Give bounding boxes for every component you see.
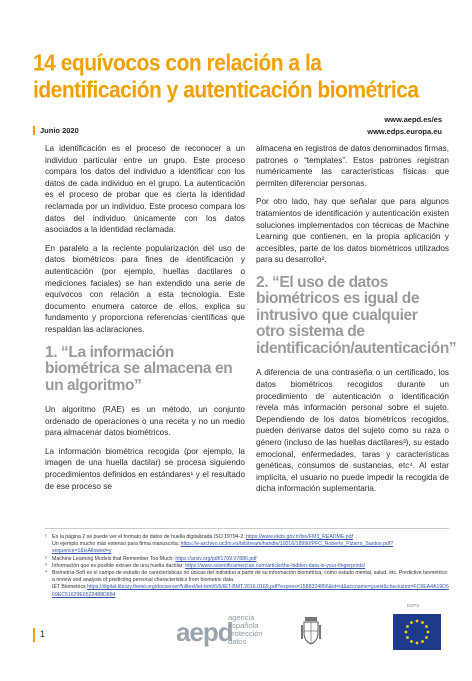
title-line-1: 14 equívocos con relación a la xyxy=(33,51,322,76)
footnote-link[interactable]: https://www.scientificamerican.com/article/the-hidden-data-in-your-fingerprints/ xyxy=(185,562,366,569)
intro-paragraph-1: La identificación es el proceso de reconocer a un individuo particular entre un grupo. Este proceso compara los datos del individuo a identificar con los datos de cada individuo en el grupo. La autenticación es el proceso de probar que es cierta la identidad reclamada por un individuo. Este proceso compara los datos del individuo únicamente con los datos asociados a la identidad reclamada. xyxy=(45,144,245,235)
footnote: Un ejemplo mucho más extenso para firma manuscrita: https://e-archivo.uc3m.es/bitstream/handle/10016/18990/PFC_Roberto_Pizarro_Santos.pdf?sequence=1&isAllowed=y xyxy=(52,541,394,555)
title-line-2: identificación y autenticación biométrica xyxy=(33,78,419,103)
aepd-logo-subtitle: agencia española protección datos xyxy=(228,613,263,646)
section-heading-1: 1. “La información biométrica se almacena en un algoritmo” xyxy=(45,343,233,394)
aepd-logo-word: aepd xyxy=(176,617,233,647)
left-column xyxy=(45,143,245,499)
website-aepd-link[interactable]: www.aepd.es/es xyxy=(384,115,442,124)
page-number-bar xyxy=(33,628,35,642)
footnote: ² Machine Learning Models that Remember Too Much: https://arxiv.org/pdf/1709.07886.pdf xyxy=(45,555,257,562)
coat-of-arms-icon xyxy=(300,617,322,645)
eu-flag-icon xyxy=(393,614,441,650)
section1-paragraph-2: La información biométrica recogida (por ejemplo, la imagen de una huella dactilar) se procesa siguiendo procedimientos definidos en estándares¹ y el resultado de ese proceso se xyxy=(45,446,245,491)
eu-star-icon xyxy=(427,631,430,634)
publication-date: Junio 2020 xyxy=(33,126,79,135)
section2-paragraph-1: A diferencia de una contraseña o un certificado, los datos biométricos recogidos durante un procedimiento de autenticación o identificación revela más información personal sobre el sujeto. Dependiendo de los datos biométricos recogidos, pueden derivarse datos del sujeto como su raza o género (incluso de las huellas dactilares³), su estado emocional, enfermedades, taras y características genéticas, consumos de sustancias, etc⁴. Al estar implícita, el usuario no puede impedir la recogida de dicha información suplementaria. xyxy=(256,368,449,494)
section1-paragraph-4: Por otro lado, hay que señalar que para algunos tratamientos de identificación y autenticación existen soluciones implementados con técnicas de Machine Learning que contienen, en la propia aplicación y accesibles, parte de los datos biométricos utilizados para su desarrollo². xyxy=(256,197,449,265)
section-heading-2: 2. “El uso de datos biométricos es igual de intrusivo que cualquier otro sistema de identificación/autenticación” xyxy=(256,273,457,357)
website-links xyxy=(367,114,442,138)
footnote: ³ Información que es posible extraer de una huella dactilar: https://www.scientificamerican.com/article/the-hidden-data-in-your-fingerprints/ xyxy=(45,562,366,569)
document-title xyxy=(33,50,443,104)
eu-star-icon xyxy=(410,640,413,643)
right-column xyxy=(256,143,457,502)
section1-paragraph-1: Un algoritmo (RAE) es un método, un conjunto ordenado de operaciones o una receta y no un medio para almacenar datos biométricos. xyxy=(45,405,245,438)
aepd-logo xyxy=(176,613,276,647)
footnote-link[interactable]: https://arxiv.org/pdf/1709.07886.pdf xyxy=(175,555,257,562)
eu-star-icon xyxy=(406,636,409,639)
footnote: IET Biometrics https://digital-library.theiet.org/docserver/fulltext/iet-bmt/6/6/IET-BMT.2016.0169.pdf?expires=1588324856&id=id&accname=guest&checksum=FC6EA4A19D569EC51629E6522488D884 xyxy=(52,584,449,598)
eu-star-icon xyxy=(416,642,419,645)
intro-paragraph-2: En paralelo a la reciente popularización del uso de datos biométricos para fines de identificación y autenticación (por ejemplo, huellas dactilares o mediciones faciales) se han extendido una serie de equívocos con relación a esta tecnología. Este documento enumera catorce de ellos, explica su fundamento y proporciona referencias científicas que respaldan las aclaraciones. xyxy=(45,243,245,334)
eu-star-icon xyxy=(406,625,409,628)
footnote: ¹ En la página 2 se puede ver el formato de datos de huella digitalizada ISO 19794-2: https://www.ekds.gov.tr/bio/FM3_README.pdf xyxy=(45,534,353,540)
eu-star-icon xyxy=(421,640,424,643)
footnote-divider xyxy=(45,528,449,529)
eu-star-icon xyxy=(425,636,428,639)
eu-star-icon xyxy=(410,621,413,624)
website-edps-link[interactable]: www.edps.europa.eu xyxy=(367,127,442,136)
footnote: ⁴ Biometría-Soft es el campo de estudio de características no únicas del individuo a partir de su información biométrica, como estado mental, salud, etc. Predictive biometrics: a review and analysis of predicting personal characteristics from biometric data. xyxy=(45,570,449,584)
eu-star-icon xyxy=(421,621,424,624)
page-number: 1 xyxy=(40,629,46,639)
footnotes xyxy=(45,534,449,599)
edps-label: EDPS xyxy=(407,603,420,608)
footnote-link[interactable]: https://digital-library.theiet.org/docserver/fulltext/iet-bmt/6/6/IET-BMT.2016.0169.pdf?expires=1588324856&id=id&accname=guest&checksum=FC6EA4A19D569EC51629E6522488D884 xyxy=(52,584,449,598)
eu-star-icon xyxy=(425,625,428,628)
footnote-link[interactable]: https://www.ekds.gov.tr/bio/FM3_README.pdf xyxy=(246,534,353,540)
section1-paragraph-3: almacena en registros de datos denominados firmas, patrones o “templates”. Estos patrones registran numéricamente las características físicas que permiten diferenciar personas. xyxy=(256,144,449,188)
eu-star-icon xyxy=(416,620,419,623)
footnote-link[interactable]: https://e-archivo.uc3m.es/bitstream/handle/10016/18990/PFC_Roberto_Pizarro_Santos.pdf?sequence=1&isAllowed=y xyxy=(52,541,394,555)
eu-star-icon xyxy=(405,631,408,634)
